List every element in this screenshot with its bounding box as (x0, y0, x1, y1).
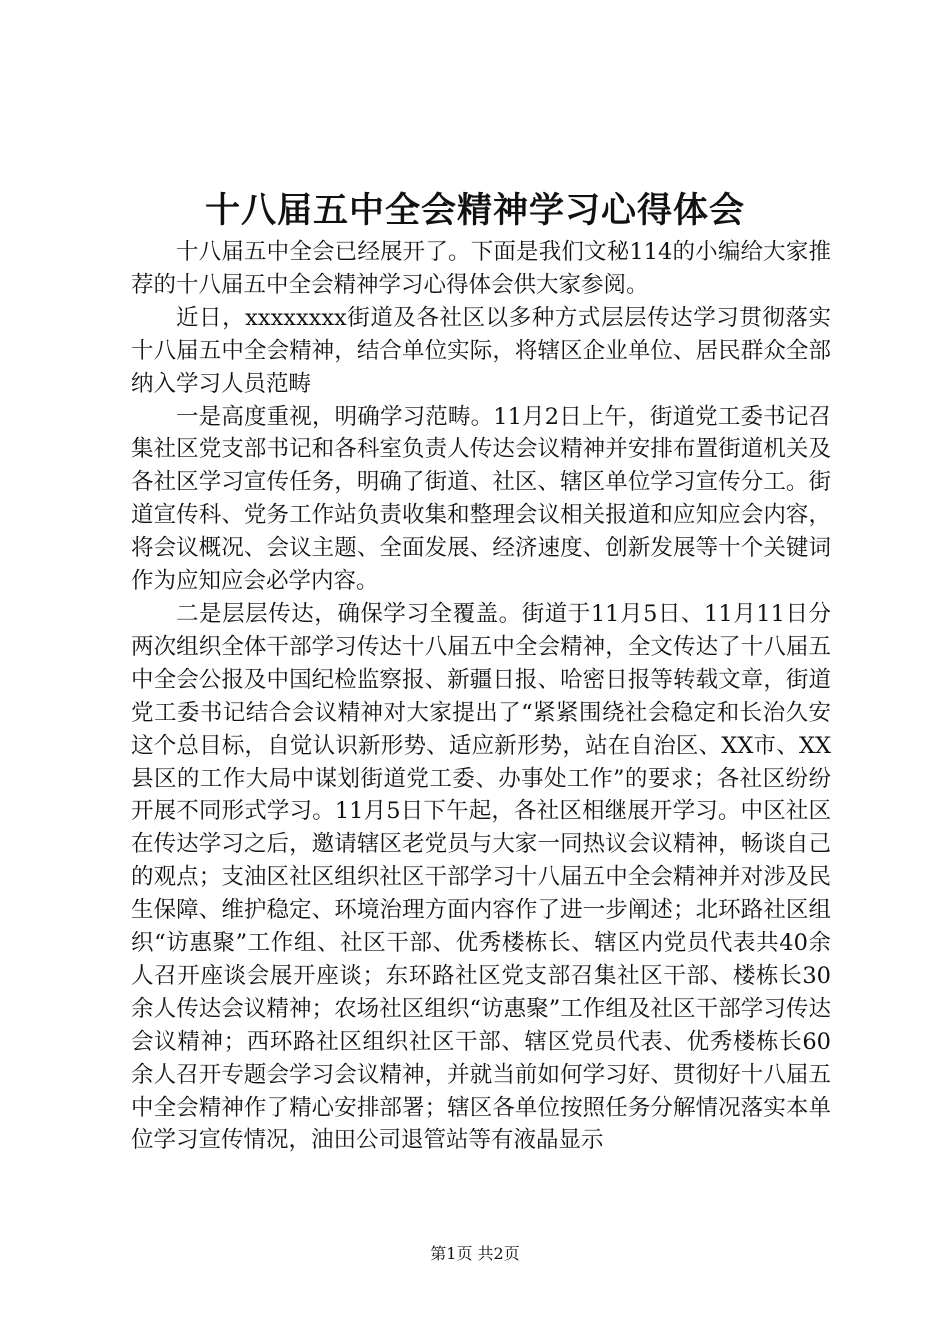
document-body (131, 236, 831, 1157)
paragraph-point-one: 一是高度重视，明确学习范畴。11月2日上午，街道党工委书记召集社区党支部书记和各科室负责人传达会议精神并安排布置街道机关及各社区学习宣传任务，明确了街道、社区、辖区单位学习宣传分工。街道宣传科、党务工作站负责收集和整理会议相关报道和应知应会内容，将会议概况、会议主题、全面发展、经济速度、创新发展等十个关键词作为应知应会必学内容。 (131, 403, 831, 595)
page-number-footer: 第1页 共2页 (430, 1244, 520, 1263)
document-title: 十八届五中全会精神学习心得体会 (204, 190, 745, 231)
paragraph-overview: 近日，xxxxxxxx街道及各社区以多种方式层层传达学习贯彻落实十八届五中全会精神，结合单位实际，将辖区企业单位、居民群众全部纳入学习人员范畴 (131, 304, 831, 397)
paragraph-point-two: 二是层层传达，确保学习全覆盖。街道于11月5日、11月11日分两次组织全体干部学习传达十八届五中全会精神，全文传达了十八届五中全会公报及中国纪检监察报、新疆日报、哈密日报等转载文章，街道党工委书记结合会议精神对大家提出了“紧紧围绕社会稳定和长治久安这个总目标，自觉认识新形势、适应新形势，站在自治区、XX市、XX县区的工作大局中谋划街道党工委、办事处工作”的要求；各社区纷纷开展不同形式学习。11月5日下午起，各社区相继展开学习。中区社区在传达学习之后，邀请辖区老党员与大家一同热议会议精神，畅谈自己的观点；支油区社区组织社区干部学习十八届五中全会精神并对涉及民生保障、维护稳定、环境治理方面内容作了进一步阐述；北环路社区组织“访惠聚”工作组、社区干部、优秀楼栋长、辖区内党员代表共40余人召开座谈会展开座谈；东环路社区党支部召集社区干部、楼栋长30余人传达会议精神；农场社区组织“访惠聚”工作组及社区干部学习传达会议精神；西环路社区组织社区干部、辖区党员代表、优秀楼栋长60余人召开专题会学习会议精神，并就当前如何学习好、贯彻好十八届五中全会精神作了精心安排部署；辖区各单位按照任务分解情况落实本单位学习宣传情况，油田公司退管站等有液晶显示 (131, 600, 831, 1154)
paragraph-intro: 十八届五中全会已经展开了。下面是我们文秘114的小编给大家推荐的十八届五中全会精神学习心得体会供大家参阅。 (131, 239, 831, 298)
